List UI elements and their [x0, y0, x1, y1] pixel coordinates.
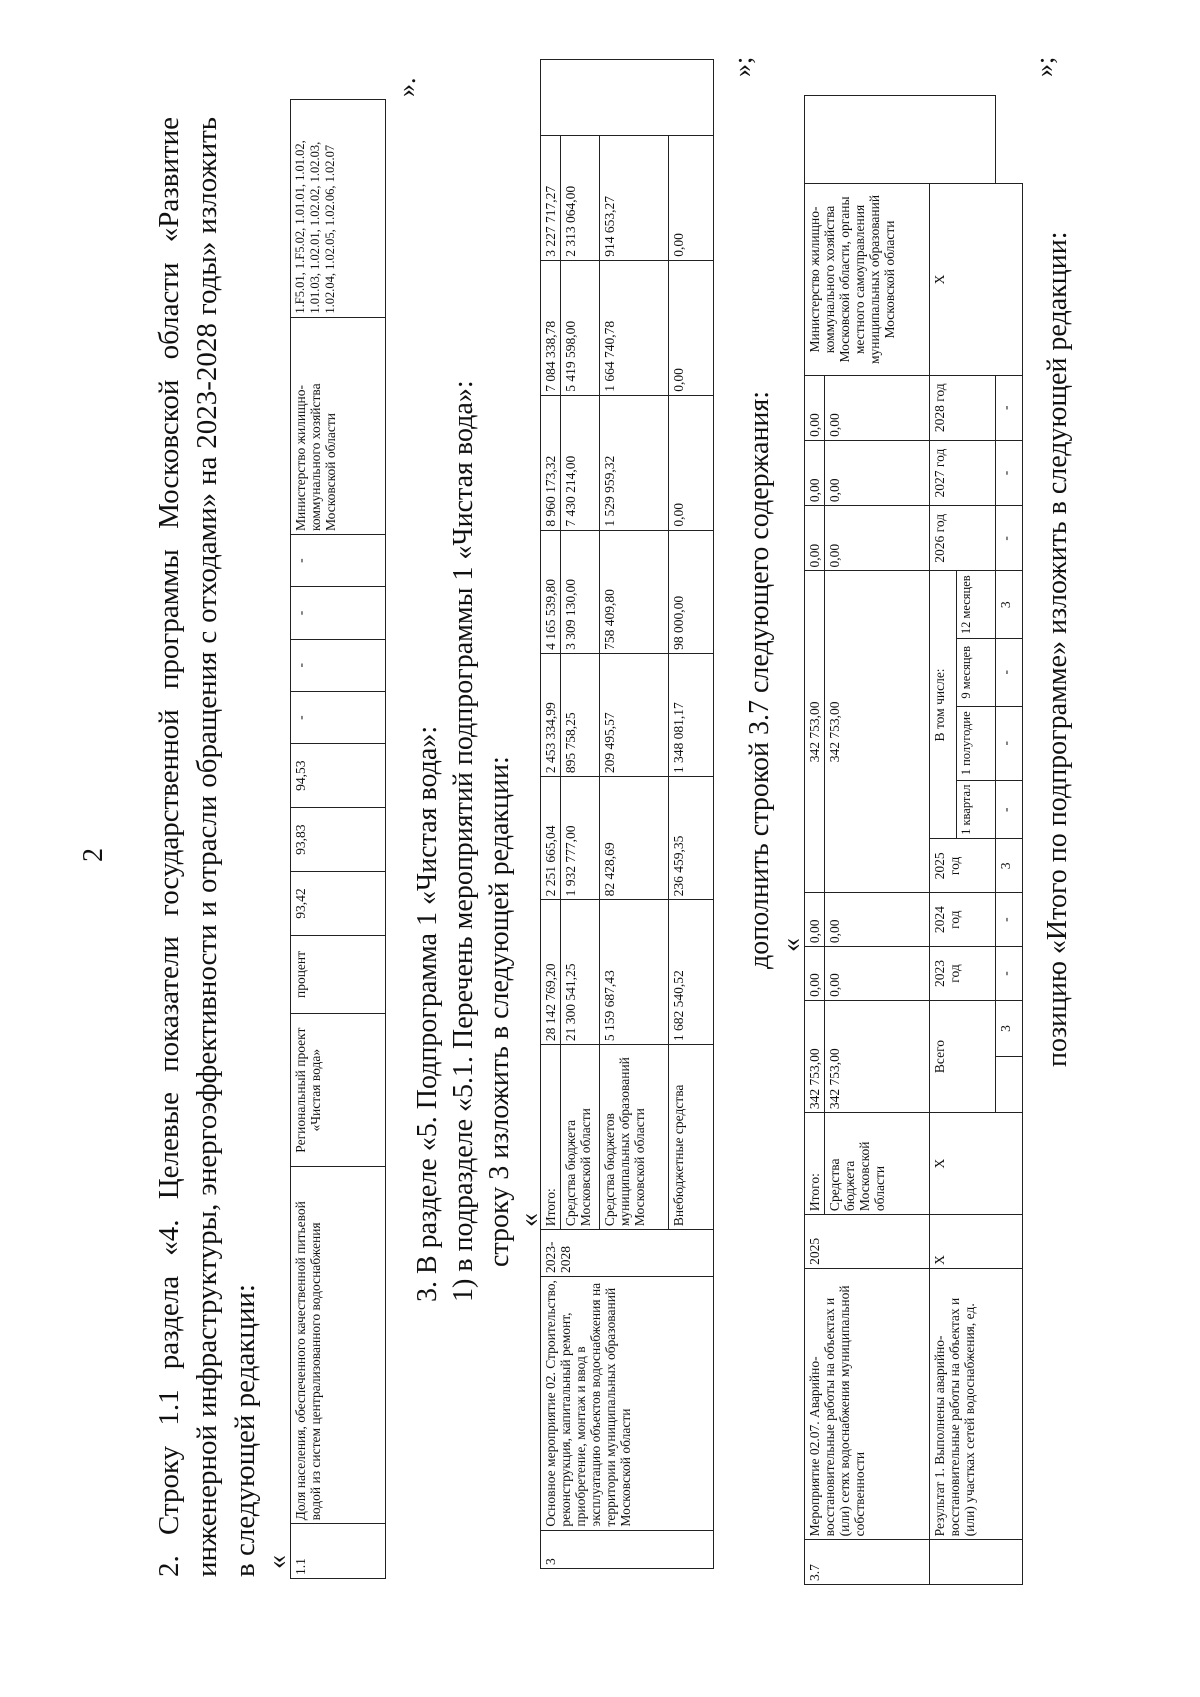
- value-cell: -: [291, 691, 386, 743]
- value-q1: -: [996, 781, 1023, 839]
- close-quote: »;: [1030, 56, 1059, 77]
- item-3-sub1b: строку 3 изложить в следующей редакции:: [484, 756, 515, 1267]
- amount: 0,00: [825, 440, 930, 505]
- funding-source: Средства бюджетов муниципальных образований Московской области: [600, 1045, 669, 1230]
- amount: 0,00: [669, 395, 714, 530]
- open-quote: «: [262, 1555, 293, 1569]
- amount: 0,00: [805, 893, 825, 947]
- value-total: 3: [996, 1000, 1023, 1056]
- amount: 0,00: [805, 440, 825, 505]
- amount: 0,00: [825, 947, 930, 1001]
- amount: 1 664 740,78: [600, 260, 669, 395]
- amount: 0,00: [825, 893, 930, 947]
- funding-source: Итого:: [541, 1045, 561, 1230]
- amount: 1 529 959,32: [600, 395, 669, 530]
- amount: 0,00: [805, 375, 825, 440]
- amount: 3 227 717,27: [541, 135, 561, 260]
- empty-cell: [930, 1540, 1023, 1585]
- amount: 1 348 081,17: [669, 653, 714, 776]
- amount: 0,00: [805, 947, 825, 1001]
- amount: 342 753,00: [825, 1000, 930, 1112]
- header-h1: 1 полугодие: [957, 706, 996, 780]
- year: 2025: [805, 1215, 930, 1269]
- page-number: 2: [78, 848, 109, 862]
- amount: 28 142 769,20: [541, 900, 561, 1045]
- amount: 8 960 173,32: [541, 395, 561, 530]
- header-12m: 12 месяцев: [957, 571, 996, 639]
- amount: 0,00: [825, 506, 930, 571]
- value-cell: -: [291, 534, 386, 586]
- amount: 2 313 064,00: [561, 135, 600, 260]
- header-2026: 2026 год: [930, 506, 996, 571]
- header-2025: 2025 год: [930, 839, 996, 893]
- amount: 21 300 541,25: [561, 900, 600, 1045]
- value-cell: 93,42: [291, 872, 386, 936]
- amount: 758 409,80: [600, 530, 669, 653]
- funding-source: Средства бюджета Московской области: [825, 1113, 930, 1215]
- item-3-heading: 3. В разделе «5. Подпрограмма 1 «Чистая вода»:: [412, 725, 443, 1302]
- amount: 3 309 130,00: [561, 530, 600, 653]
- open-quote: «: [776, 938, 807, 952]
- amount: 236 459,35: [669, 777, 714, 900]
- measures-table-row-3: [540, 59, 714, 1569]
- amount: 0,00: [669, 260, 714, 395]
- measure-name: Мероприятие 02.07. Аварийно-восстановительные работы на объектах и (или) сетях водоснабжения муниципальной собственности: [805, 1268, 930, 1539]
- indicator-unit: процент: [291, 936, 386, 1014]
- amount: 0,00: [669, 135, 714, 260]
- close-quote: ».: [392, 77, 421, 97]
- value-cell: -: [291, 639, 386, 691]
- amount: 1 682 540,52: [669, 900, 714, 1045]
- indicator-name: Доля населения, обеспеченного качественной питьевой водой из систем централизованного водоснабжения: [291, 1167, 386, 1524]
- value-2027: -: [996, 440, 1023, 505]
- empty-cell: [996, 1057, 1023, 1113]
- empty-cell: [541, 60, 714, 136]
- amount: 82 428,69: [600, 777, 669, 900]
- amount: 98 000,00: [669, 530, 714, 653]
- row-number: 3: [541, 1530, 714, 1568]
- final-text: позицию «Итого по подпрограмме» изложить в следующей редакции:: [1042, 231, 1073, 1067]
- amount: 0,00: [825, 375, 930, 440]
- funding-source: Итого:: [805, 1113, 825, 1215]
- x-mark: Х: [930, 1215, 1023, 1269]
- related-codes: 1.F5.01, 1.F5.02, 1.01.01, 1.01.02, 1.01.03, 1.02.01, 1.02.02, 1.02.03, 1.02.04, 1.02.05, 1.02.06, 1.02.07: [291, 100, 386, 318]
- amount: 914 653,27: [600, 135, 669, 260]
- value-cell: -: [291, 587, 386, 639]
- item-2-paragraph: 2. Строку 1.1 раздела «4. Целевые показатели государственной программы Московской области «Развитие инженерной инфраструктуры, энергоэффективности и отрасли обращения с отходами» на 2023-2028 годы» изложить в следующей редакции:: [153, 117, 261, 1577]
- header-q1: 1 квартал: [957, 781, 996, 839]
- close-quote: »;: [728, 56, 757, 77]
- target-indicators-table: [290, 99, 386, 1579]
- add-row-text: дополнить строкой 3.7 следующего содержания:: [744, 390, 775, 969]
- header-including: В том числе:: [930, 571, 957, 839]
- amount: 342 753,00: [805, 571, 825, 893]
- amount: 2 251 665,04: [541, 777, 561, 900]
- amount: 1 932 777,00: [561, 777, 600, 900]
- header-2023: 2023 год: [930, 947, 996, 1001]
- row-number: 3.7: [805, 1540, 930, 1585]
- measure-name: Основное мероприятие 02. Строительство, реконструкция, капитальный ремонт, приобретение, монтаж и ввод в эксплуатацию объектов водоснабжения на территории муниципальных образований Московской области: [541, 1276, 714, 1530]
- amount: 5 419 598,00: [561, 260, 600, 395]
- x-mark: Х: [930, 184, 1023, 375]
- amount: 342 753,00: [805, 1000, 825, 1112]
- header-2024: 2024 год: [930, 893, 996, 947]
- value-2026: -: [996, 506, 1023, 571]
- amount: 5 159 687,43: [600, 900, 669, 1045]
- value-2025: 3: [996, 839, 1023, 893]
- header-2027: 2027 год: [930, 440, 996, 505]
- header-total: Всего: [930, 1000, 996, 1112]
- value-cell: 93,83: [291, 808, 386, 872]
- value-2023: -: [996, 947, 1023, 1001]
- funding-source: Внебюджетные средства: [669, 1045, 714, 1230]
- amount: 4 165 539,80: [541, 530, 561, 653]
- result-name: Результат 1. Выполнены аварийно-восстановительные работы на объектах и (или) участках сетей водоснабжения, ед.: [930, 1268, 1023, 1539]
- value-cell: 94,53: [291, 744, 386, 808]
- amount: 209 495,57: [600, 653, 669, 776]
- period: 2023-2028: [541, 1230, 714, 1277]
- responsible-body: Министерство жилищно-коммунального хозяйства Московской области, органы местного самоуправления муниципальных образований Московской области: [805, 184, 930, 375]
- item-3-sub1: 1) в подразделе «5.1. Перечень мероприятий подпрограммы 1 «Чистая вода»:: [448, 380, 479, 1302]
- value-9m: -: [996, 639, 1023, 707]
- amount: 7 430 214,00: [561, 395, 600, 530]
- measures-table-row-3-7: [804, 95, 1023, 1585]
- amount: 2 453 334,99: [541, 653, 561, 776]
- amount: 0,00: [805, 506, 825, 571]
- amount: 895 758,25: [561, 653, 600, 776]
- value-12m: 3: [996, 571, 1023, 639]
- empty-cell: [805, 96, 996, 184]
- value-h1: -: [996, 706, 1023, 780]
- open-quote: «: [514, 1213, 545, 1227]
- row-number: 1.1: [291, 1524, 386, 1579]
- amount: 342 753,00: [825, 571, 930, 893]
- header-2028: 2028 год: [930, 375, 996, 440]
- responsible-body: Министерство жилищно-коммунального хозяйства Московской области: [291, 317, 386, 534]
- funding-source: Средства бюджета Московской области: [561, 1045, 600, 1230]
- amount: 7 084 338,78: [541, 260, 561, 395]
- indicator-type: Региональный проект «Чистая вода»: [291, 1013, 386, 1166]
- value-2024: -: [996, 893, 1023, 947]
- header-9m: 9 месяцев: [957, 639, 996, 707]
- x-mark: Х: [930, 1113, 1023, 1215]
- value-2028: -: [996, 375, 1023, 440]
